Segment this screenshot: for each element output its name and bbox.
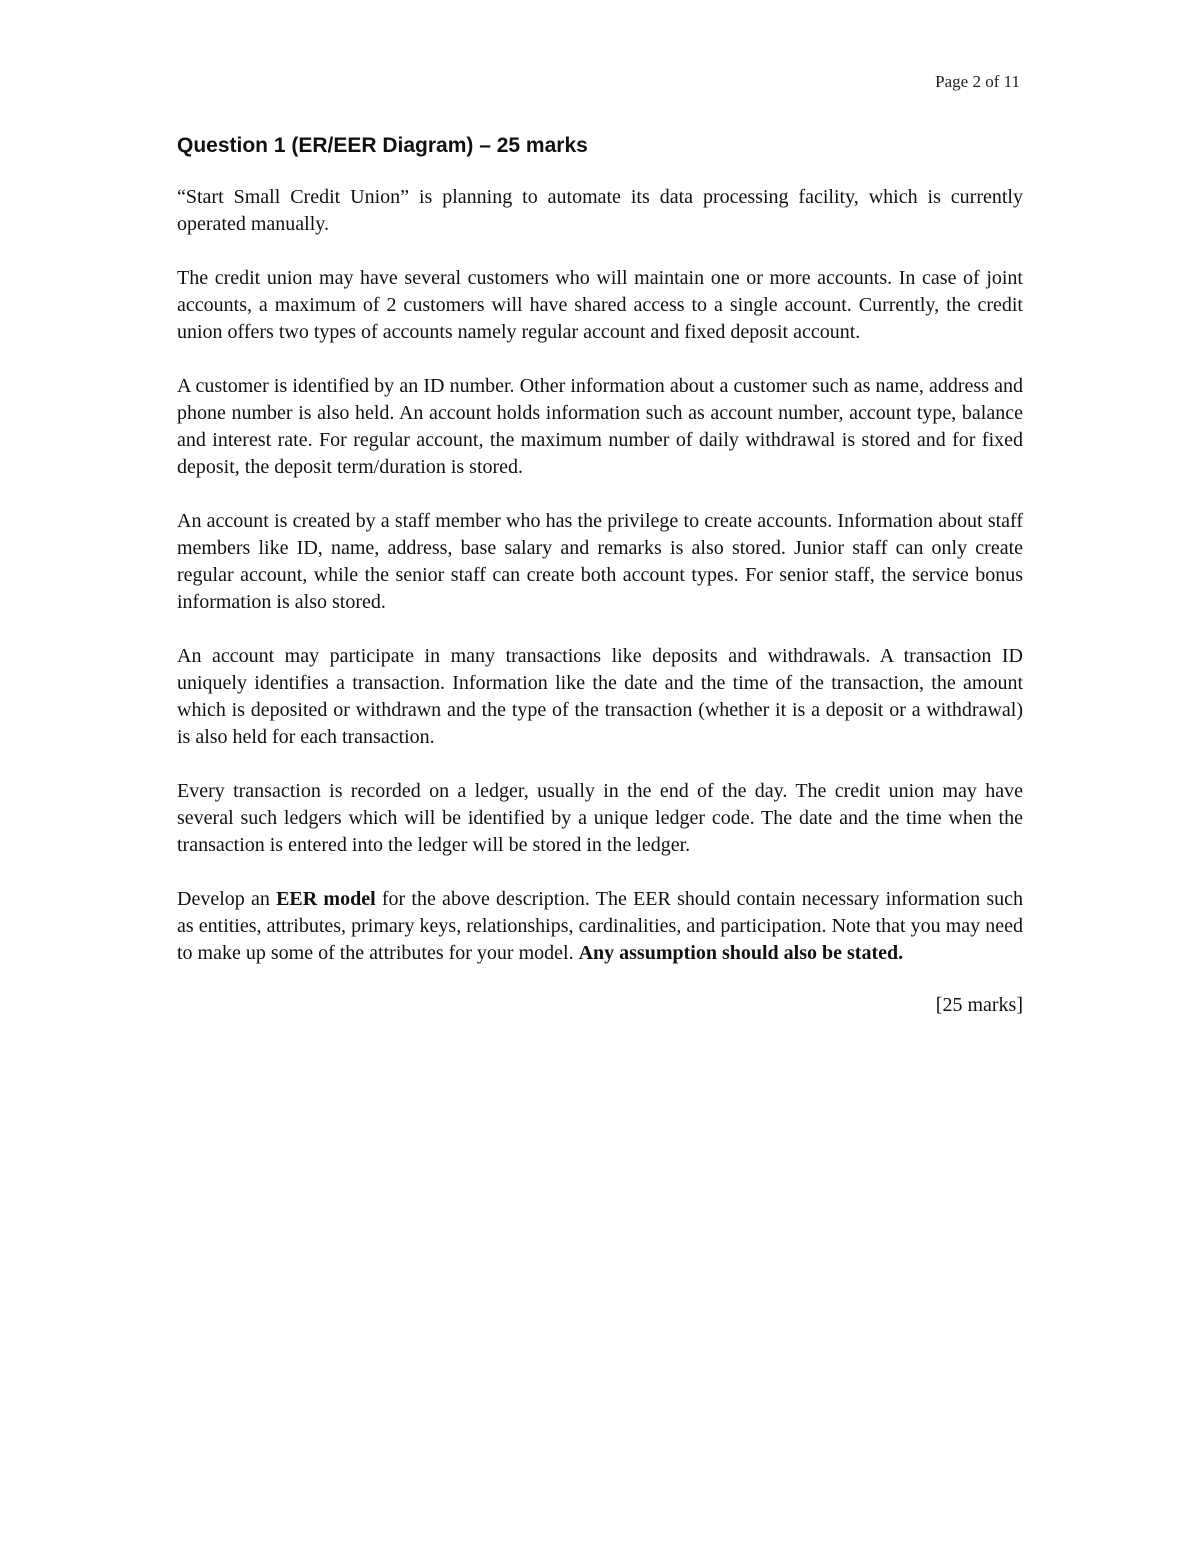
paragraph-intro: “Start Small Credit Union” is planning to automate its data processing facility, which is currently operated manually. — [177, 186, 1023, 235]
question-content — [177, 130, 1023, 1017]
task-bold-assumption: Any assumption should also be stated — [578, 942, 899, 964]
paragraph-task — [177, 886, 1023, 967]
paragraph-customer-info: A customer is identified by an ID number. Other information about a customer such as name, address and phone number is also held. An account holds information such as account number, account type, balance and interest rate. For regular account, the maximum number of daily withdrawal is stored and for fixed deposit, the deposit term/duration is stored. — [177, 375, 1023, 478]
paragraph-transactions: An account may participate in many transactions like deposits and withdrawals. A transaction ID uniquely identifies a transaction. Information like the date and the time of the transaction, the amount which is deposited or withdrawn and the type of the transaction (whether it is a deposit or a withdrawal) is also held for each transaction. — [177, 645, 1023, 748]
task-text-1: Develop an — [177, 888, 277, 910]
paragraph-staff: An account is created by a staff member who has the privilege to create accounts. Information about staff members like ID, name, address, base salary and remarks is also stored. Junior staff can only create regular account, while the senior staff can create both account types. For senior staff, the service bonus information is also stored. — [177, 510, 1023, 613]
task-text-2: for the above description. The EER should contain necessary information such as entities, attributes, primary keys, relationships, cardinalities, and participation. Note that you may need to make up some of the attributes for your model. — [177, 888, 1023, 964]
page-number: Page 2 of 11 — [935, 72, 1020, 91]
question-heading: Question 1 (ER/EER Diagram) – 25 marks — [177, 134, 588, 157]
paragraph-customers: The credit union may have several customers who will maintain one or more accounts. In case of joint accounts, a maximum of 2 customers will have shared access to a single account. Currently, the credit union offers two types of accounts namely regular account and fixed deposit account. — [177, 267, 1023, 343]
paragraph-ledger: Every transaction is recorded on a ledger, usually in the end of the day. The credit union may have several such ledgers which will be identified by a unique ledger code. The date and the time when the transaction is entered into the ledger will be stored in the ledger. — [177, 780, 1023, 856]
marks-label: [25 marks] — [935, 994, 1023, 1016]
task-bold-eer-model: EER model — [276, 888, 376, 910]
task-text-3: . — [898, 942, 904, 964]
